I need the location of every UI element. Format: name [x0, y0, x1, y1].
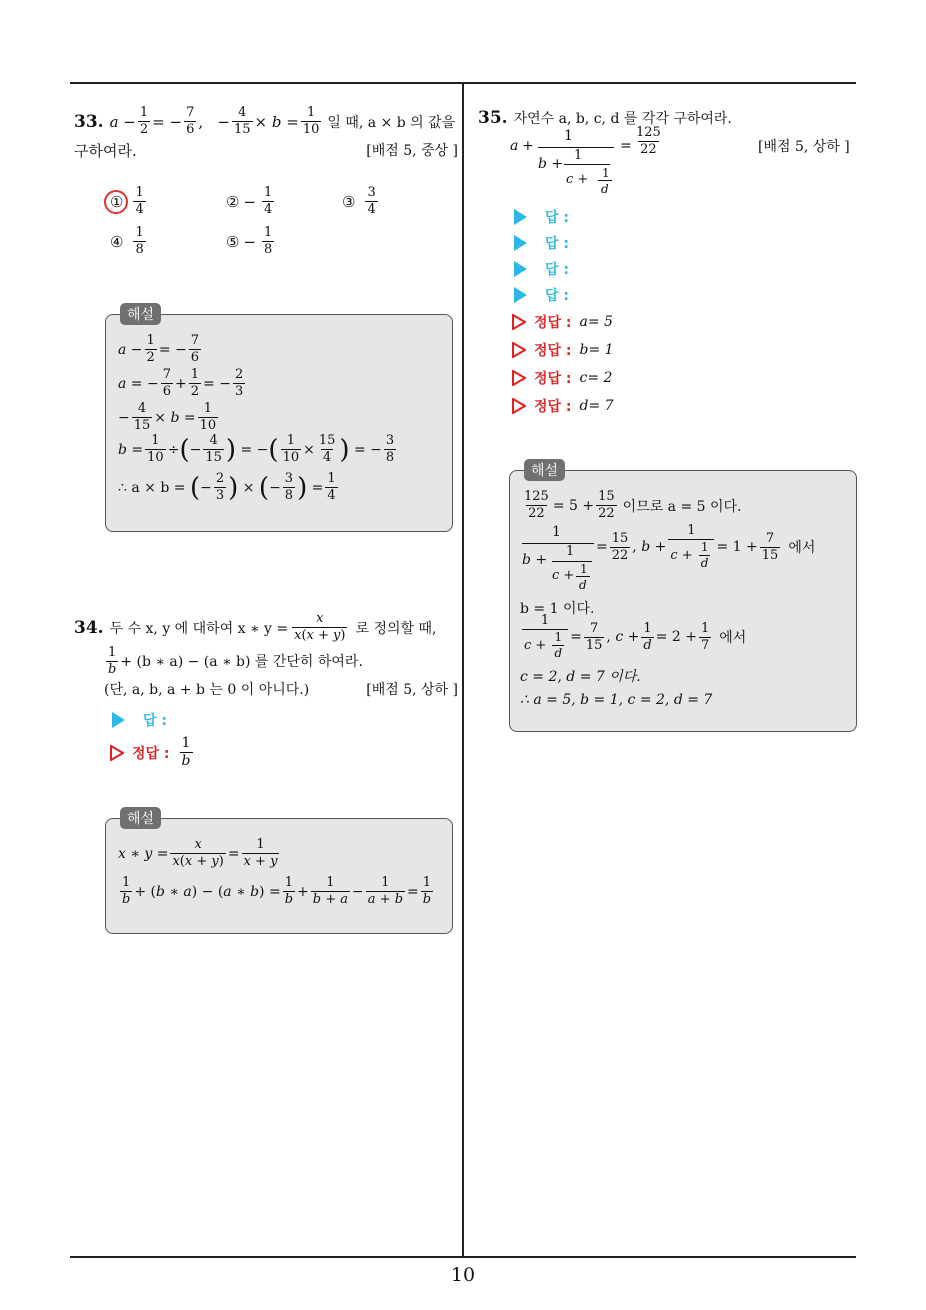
question-text: 일 때, a × b 의 값을: [327, 114, 456, 131]
correct-answer-label: 정답 :: [534, 371, 572, 387]
correct-answer-row: [110, 736, 195, 770]
correct-answer-value: a= 5: [579, 314, 613, 330]
question-number: 35.: [478, 108, 508, 128]
solution-line: − $\frac{4}{15}$ × b = $\frac{1}{10}$: [118, 401, 217, 434]
question-35: [478, 108, 858, 128]
question-text-line2: 구하여라.: [74, 141, 137, 160]
solution-tag: 해설: [524, 459, 565, 481]
choice-marker: ③: [342, 192, 356, 211]
choice-marker: ⑤: [226, 232, 240, 251]
play-triangle-icon: [514, 209, 527, 225]
question-text: 자연수 a, b, c, d 를 각각 구하여라.: [513, 111, 732, 127]
score-meta: [배점 5, 중상 ]: [366, 142, 458, 159]
solution-line: ∴ a × b = ( − $\frac{2}{3}$ ) × ( − $\frac{3}{8}$ ) = $\frac{1}{4}$: [118, 471, 336, 504]
correct-answer-row: [512, 368, 612, 388]
play-triangle-icon: [514, 287, 527, 303]
solution-line: 1 c + $\frac{1}{d}$ = $\frac{7}{15}$ , c + $\frac{1}{d}$ = 2 + $\frac{1}{7}$ 에서: [524, 613, 747, 661]
solution-tag: 해설: [120, 807, 161, 829]
choice-marker: ④: [110, 232, 124, 251]
question-35-equation: a + 1 b + 1 c + 1 d = $\frac{125}{22}$: [510, 125, 661, 196]
choice-1[interactable]: ① $\frac{1}{4}$: [110, 185, 144, 218]
correct-answer-value: $\frac{1}{b}$: [181, 735, 191, 770]
answer-row[interactable]: [514, 285, 569, 305]
outline-triangle-icon: [110, 745, 124, 761]
solution-line: = $\frac{15}{22}$ , b + 1 c + $\frac{1}{d}$ = 1 + $\frac{7}{15}$ 에서: [596, 523, 816, 571]
bottom-rule: [70, 1256, 856, 1258]
question-text-line2: + (b ∗ a) − (a ∗ b) 를 간단히 하여라.: [120, 654, 363, 671]
play-triangle-icon: [514, 261, 527, 277]
correct-answer-label: 정답 :: [534, 399, 572, 415]
choice-4[interactable]: ④ $\frac{1}{8}$: [110, 225, 144, 258]
outline-triangle-icon: [512, 370, 526, 386]
correct-answer-row: [512, 312, 613, 332]
page-number: 10: [450, 1264, 476, 1286]
solution-line: b = $\frac{1}{10}$ ÷ ( − $\frac{4}{15}$ ) = − ( $\frac{1}{10}$ × $\frac{15}{4}$ ) = − $\frac{3}{8}$: [118, 433, 395, 466]
outline-triangle-icon: [512, 314, 526, 330]
outline-triangle-icon: [512, 342, 526, 358]
score-meta: [배점 5, 상하 ]: [366, 682, 458, 699]
answer-row[interactable]: [112, 710, 167, 730]
solution-line: b = 1 이다.: [520, 601, 595, 617]
correct-answer-value: c= 2: [579, 370, 613, 386]
solution-line: a − $\frac{1}{2}$ = − $\frac{7}{6}$: [118, 333, 200, 366]
solution-line: ∴ a = 5, b = 1, c = 2, d = 7: [520, 692, 713, 708]
question-text: 두 수 x, y 에 대하여 x ∗ y =: [109, 620, 289, 637]
correct-answer-label: 정답 :: [132, 745, 170, 762]
choice-marker: ②: [226, 192, 240, 211]
answer-label: 답 :: [545, 288, 569, 304]
choice-5[interactable]: ⑤ − $\frac{1}{8}$: [226, 225, 273, 258]
question-33: 33. a − $\frac{1}{2}$ = − $\frac{7}{6}$ , − $\frac{4}{15}$ × b = $\frac{1}{10}$ 일 때, a × b 의 값을 구하여라. [배점 5, 중상 ]: [74, 105, 458, 160]
answer-label: 답 :: [545, 236, 569, 252]
choice-2[interactable]: ② − $\frac{1}{4}$: [226, 185, 273, 218]
choice-marker: ①: [110, 192, 124, 211]
play-triangle-icon: [514, 235, 527, 251]
column-divider: [462, 82, 464, 1257]
solution-nested-fraction-1: 1 b + 1 c + 1 d: [520, 524, 600, 598]
question-number: 33.: [74, 111, 104, 132]
correct-answer-label: 정답 :: [534, 315, 572, 331]
solution-tag: 해설: [120, 303, 161, 325]
correct-answer-value: b= 1: [579, 342, 614, 358]
answer-label: 답 :: [545, 262, 569, 278]
correct-answer-row: [512, 340, 614, 360]
correct-answer-value: d= 7: [579, 398, 614, 414]
answer-label: 답 :: [545, 210, 569, 226]
choice-3[interactable]: ③ $\frac{3}{4}$: [342, 185, 376, 218]
play-triangle-icon: [112, 712, 125, 728]
question-number: 34.: [74, 617, 104, 638]
answer-row[interactable]: [514, 259, 569, 279]
solution-line: $\frac{1}{b}$ + ( b ∗ a ) − ( a ∗ b ) = $\frac{1}{b}$ + $\frac{1}{b + a}$ − $\frac{1}{a + b}$ = $\frac{1}{b}$: [122, 875, 432, 908]
outline-triangle-icon: [512, 398, 526, 414]
solution-line: a = − $\frac{7}{6}$ + $\frac{1}{2}$ = − $\frac{2}{3}$: [118, 367, 244, 400]
question-34: 34. 두 수 x, y 에 대하여 x ∗ y = $\frac{x}{x(x + y)}$ 로 정의할 때, $\frac{1}{b}$ + (b ∗ a) − (a ∗ b) 를 간단히 하여라. (단, a, b, a + b 는 0 이 아니다.) [배점 5, 상하 ]: [74, 611, 458, 699]
solution-line: x ∗ y = $\frac{x}{x(x + y)}$ = $\frac{1}{x + y}$: [118, 837, 278, 870]
correct-answer-row: [512, 396, 614, 416]
solution-line: $\frac{125}{22}$ = 5 + $\frac{15}{22}$ 이므로 a = 5 이다.: [524, 489, 742, 522]
question-text-line3: (단, a, b, a + b 는 0 이 아니다.): [104, 682, 310, 699]
solution-line: c = 2, d = 7 이다.: [520, 669, 641, 685]
correct-answer-label: 정답 :: [534, 343, 572, 359]
answer-label: 답 :: [143, 713, 167, 729]
question-text: 로 정의할 때,: [355, 620, 437, 637]
answer-row[interactable]: [514, 233, 569, 253]
score-meta: [배점 5, 상하 ]: [758, 139, 850, 155]
answer-row[interactable]: [514, 207, 569, 227]
